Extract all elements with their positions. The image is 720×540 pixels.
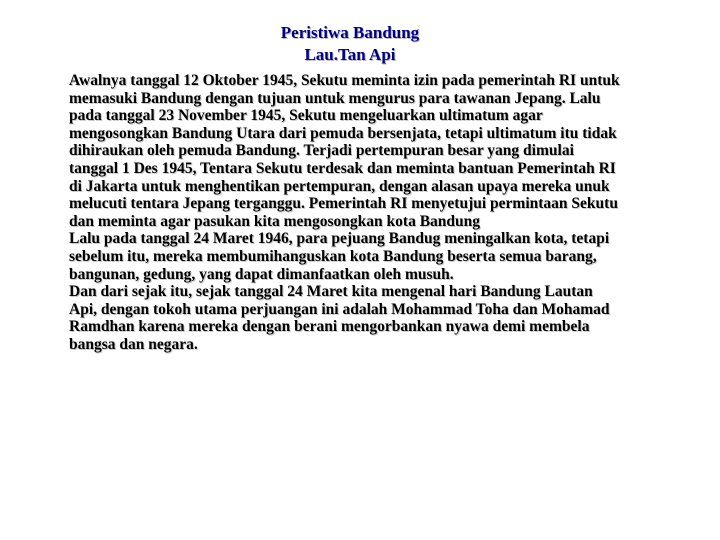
- text-line: Awalnya tanggal 12 Oktober 1945, Sekutu meminta izin pada pemerintah RI untuk: [69, 72, 620, 89]
- text-line: memasuki Bandung dengan tujuan untuk mengurus para tawanan Jepang. Lalu: [69, 89, 601, 107]
- text-line: dan meminta agar pasukan kita mengosongkan kota Bandung: [69, 212, 481, 230]
- text-line: tanggal 1 Des 1945, Tentara Sekutu terdesak dan meminta bantuan Pemerintah RI: [69, 159, 616, 177]
- paragraph-1: [69, 72, 714, 230]
- text-line: bangunan, gedung, yang dapat dimanfaatkan oleh musuh.: [69, 265, 454, 283]
- text-line: dihiraukan oleh pemuda Bandung. Terjadi pertempuran besar yang dimulai: [69, 142, 574, 160]
- text-line: pada tanggal 23 November 1945, Sekutu mengeluarkan ultimatum agar: [69, 107, 543, 125]
- text-line: Api, dengan tokoh utama perjuangan ini adalah Mohammad Toha dan Mohamad: [69, 300, 610, 318]
- title-line-2: Lau.Tan Api: [304, 45, 396, 64]
- title-line-1: Peristiwa Bandung: [280, 23, 420, 42]
- text-line: Ramdhan karena mereka dengan berani mengorbankan nyawa demi membela: [69, 318, 590, 336]
- text-line: Dan dari sejak itu, sejak tanggal 24 Maret kita mengenal hari Bandung Lautan: [69, 283, 593, 301]
- text-line: mengosongkan Bandung Utara dari pemuda bersenjata, tetapi ultimatum itu tidak: [69, 124, 617, 142]
- text-line: di Jakarta untuk menghentikan pertempuran, dengan alasan upaya mereka unuk: [69, 177, 610, 195]
- text-line: melucuti tentara Jepang terganggu. Pemerintah RI menyetujui permintaan Sekutu: [69, 195, 618, 213]
- paragraph-2: [69, 230, 714, 283]
- slide-title: [250, 22, 450, 66]
- body-text: [69, 72, 714, 354]
- text-line: sebelum itu, mereka membumihanguskan kota Bandung beserta semua barang,: [69, 247, 597, 265]
- text-line: bangsa dan negara.: [69, 335, 198, 353]
- text-line: Lalu pada tanggal 24 Maret 1946, para pejuang Bandug meningalkan kota, tetapi: [69, 230, 610, 248]
- paragraph-3: [69, 283, 714, 353]
